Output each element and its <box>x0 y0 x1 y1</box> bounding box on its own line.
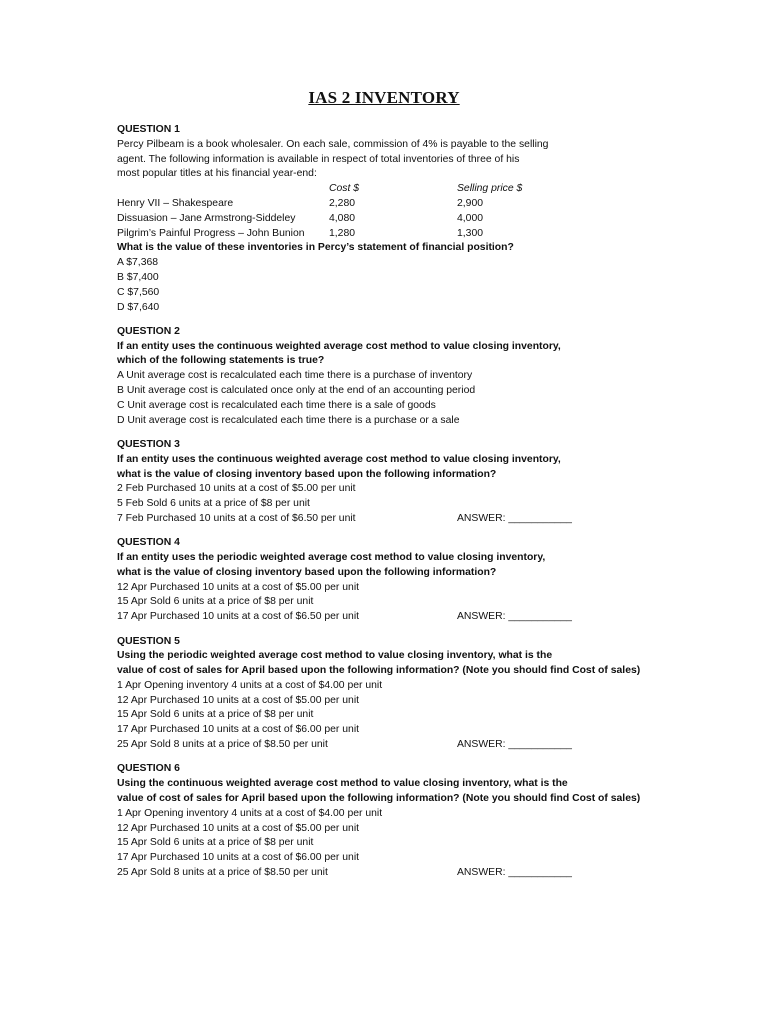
answer-blank[interactable]: ANSWER: ___________ <box>457 866 572 878</box>
question-text: which of the following statements is true? <box>117 355 325 367</box>
table-row <box>117 212 637 227</box>
question-text: If an entity uses the periodic weighted average cost method to value closing inventory, <box>117 552 546 564</box>
question-heading: QUESTION 1 <box>117 124 180 135</box>
transaction-item: 15 Apr Sold 6 units at a price of $8 per unit <box>117 709 314 721</box>
table-row <box>117 227 637 242</box>
answer-blank[interactable]: ANSWER: ___________ <box>457 512 572 524</box>
question-text: If an entity uses the continuous weighted average cost method to value closing inventory, <box>117 453 561 465</box>
transaction-item: 15 Apr Sold 6 units at a price of $8 per unit <box>117 596 314 608</box>
transaction-row-with-answer <box>117 610 637 625</box>
table-cell-title: Henry VII – Shakespeare <box>117 197 234 209</box>
table-row <box>117 197 637 212</box>
answer-blank[interactable]: ANSWER: ___________ <box>457 611 572 623</box>
transaction-item: 12 Apr Purchased 10 units at a cost of $5.00 per unit <box>117 694 360 706</box>
transaction-item: 15 Apr Sold 6 units at a price of $8 per unit <box>117 837 314 849</box>
transaction-item: 25 Apr Sold 8 units at a price of $8.50 per unit <box>117 739 328 751</box>
question-text: what is the value of closing inventory based upon the following information? <box>117 566 497 578</box>
answer-option-c: C $7,560 <box>117 286 160 298</box>
question-text: What is the value of these inventories in Percy’s statement of financial position? <box>117 242 514 254</box>
worksheet-body <box>117 123 641 881</box>
table-cell-selling-price: 4,000 <box>457 212 484 224</box>
transaction-item: 5 Feb Sold 6 units at a price of $8 per unit <box>117 498 310 510</box>
transaction-row-with-answer <box>117 512 637 527</box>
transaction-item: 25 Apr Sold 8 units at a price of $8.50 per unit <box>117 866 328 878</box>
table-header-row <box>117 182 637 197</box>
table-header-cost: Cost $ <box>329 183 360 195</box>
question-heading: QUESTION 3 <box>117 438 180 450</box>
question-text: value of cost of sales for April based upon the following information? (Note you should find Cost of sales) <box>117 665 641 677</box>
question-heading: QUESTION 5 <box>117 635 180 647</box>
transaction-row-with-answer <box>117 738 637 753</box>
question-5 <box>117 635 641 753</box>
question-heading: QUESTION 2 <box>117 325 180 337</box>
answer-option-d: D Unit average cost is recalculated each time there is a purchase or a sale <box>117 414 460 426</box>
transaction-item: 1 Apr Opening inventory 4 units at a cost of $4.00 per unit <box>117 679 383 691</box>
answer-blank[interactable]: ANSWER: ___________ <box>457 739 572 751</box>
table-cell-title: Pilgrim’s Painful Progress – John Bunion <box>117 227 305 239</box>
transaction-item: 17 Apr Purchased 10 units at a cost of $6.00 per unit <box>117 852 360 864</box>
question-4 <box>117 536 637 625</box>
question-6 <box>117 762 641 880</box>
question-text: Using the periodic weighted average cost method to value closing inventory, what is the <box>117 650 553 662</box>
transaction-item: 2 Feb Purchased 10 units at a cost of $5.00 per unit <box>117 483 356 495</box>
transaction-item: 12 Apr Purchased 10 units at a cost of $5.00 per unit <box>117 581 360 593</box>
question-text: If an entity uses the continuous weighted average cost method to value closing inventory, <box>117 340 561 352</box>
table-cell-selling-price: 1,300 <box>457 227 484 239</box>
intro-line: agent. The following information is available in respect of total inventories of three of his <box>117 153 520 165</box>
question-heading: QUESTION 6 <box>117 763 180 775</box>
table-cell-title: Dissuasion – Jane Armstrong-Siddeley <box>117 212 296 224</box>
question-heading: QUESTION 4 <box>117 537 180 549</box>
table-cell-cost: 4,080 <box>329 212 356 224</box>
page-title: IAS 2 INVENTORY <box>308 88 460 107</box>
transaction-item: 12 Apr Purchased 10 units at a cost of $5.00 per unit <box>117 822 360 834</box>
answer-option-b: B Unit average cost is calculated once only at the end of an accounting period <box>117 385 476 397</box>
transaction-item: 7 Feb Purchased 10 units at a cost of $6.50 per unit <box>117 512 356 524</box>
answer-option-a: A $7,368 <box>117 257 159 269</box>
transaction-item: 17 Apr Purchased 10 units at a cost of $6.00 per unit <box>117 724 360 736</box>
answer-option-c: C Unit average cost is recalculated each time there is a sale of goods <box>117 399 436 411</box>
intro-line: Percy Pilbeam is a book wholesaler. On each sale, commission of 4% is payable to the selling <box>117 138 549 150</box>
table-cell-selling-price: 2,900 <box>457 197 484 209</box>
transaction-row-with-answer <box>117 866 637 881</box>
transaction-item: 1 Apr Opening inventory 4 units at a cost of $4.00 per unit <box>117 807 383 819</box>
table-cell-cost: 2,280 <box>329 197 356 209</box>
transaction-item: 17 Apr Purchased 10 units at a cost of $6.50 per unit <box>117 611 360 623</box>
table-header-selling-price: Selling price $ <box>457 183 523 195</box>
question-3 <box>117 438 637 527</box>
answer-option-a: A Unit average cost is recalculated each time there is a purchase of inventory <box>117 370 473 382</box>
answer-option-b: B $7,400 <box>117 271 159 283</box>
question-text: Using the continuous weighted average cost method to value closing inventory, what is the <box>117 778 568 790</box>
answer-option-d: D $7,640 <box>117 301 160 313</box>
intro-line: most popular titles at his financial year-end: <box>117 168 317 180</box>
table-cell-cost: 1,280 <box>329 227 356 239</box>
question-text: value of cost of sales for April based upon the following information? (Note you should find Cost of sales) <box>117 792 641 804</box>
question-text: what is the value of closing inventory based upon the following information? <box>117 468 497 480</box>
question-1 <box>117 123 637 315</box>
question-2 <box>117 325 637 429</box>
